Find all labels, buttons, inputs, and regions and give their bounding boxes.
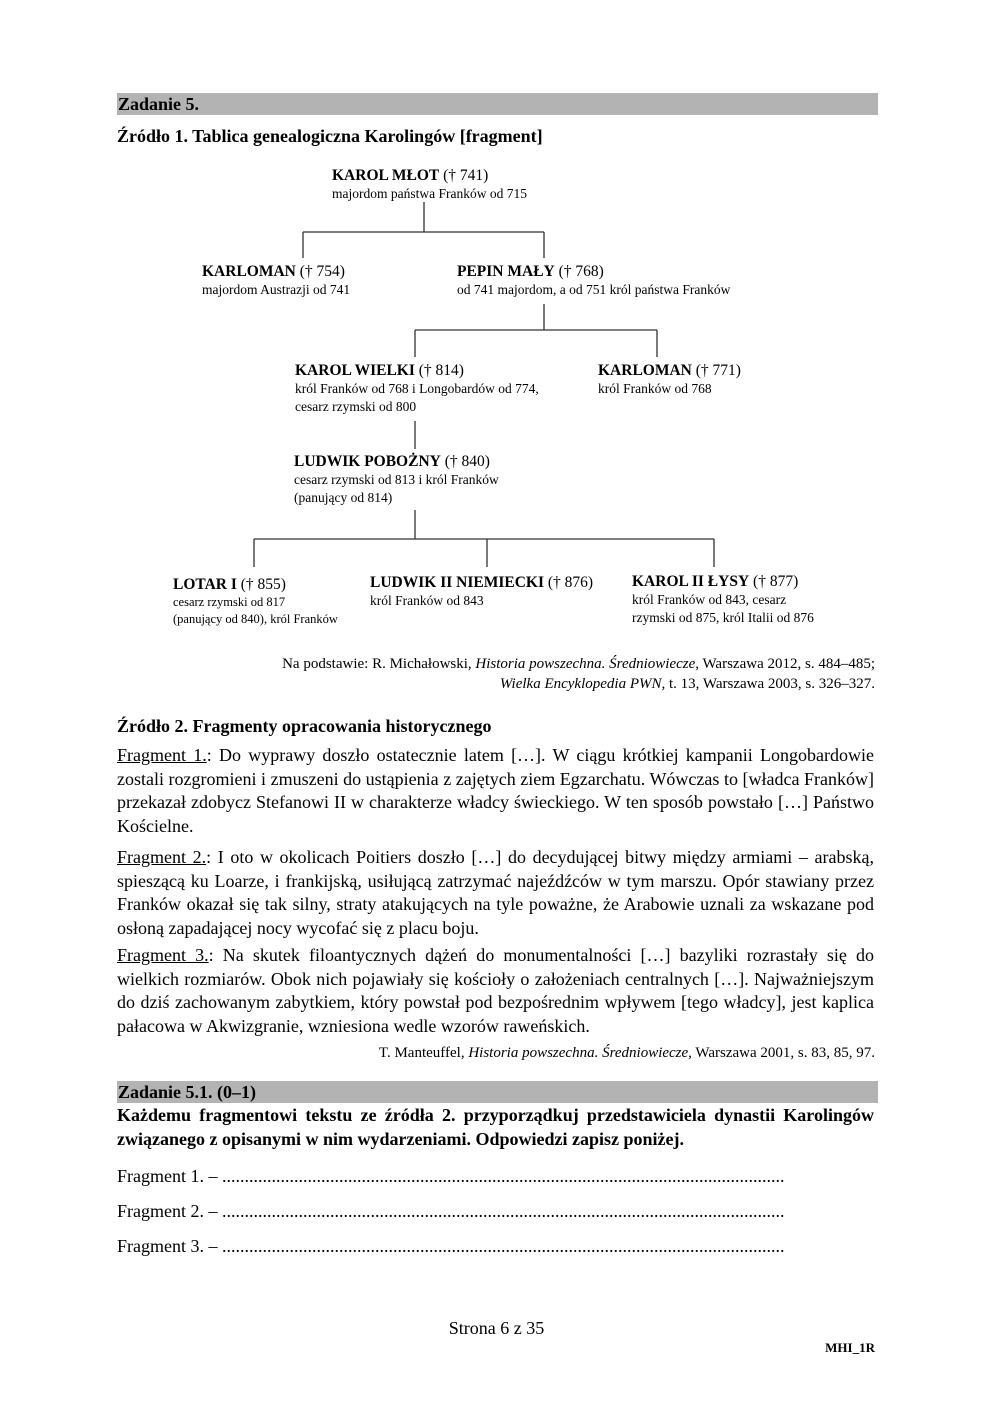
source1-reference: Na podstawie: R. Michałowski, Historia powszechna. Średniowiecze, Warszawa 2012, s. 484–485; Wielka Encyklopedia PWN, t. 13, Warszawa 2003, s. 326–327.: [282, 656, 875, 692]
fragment-3: Fragment 3.: Na skutek filoantycznych dążeń do monumentalności […] bazyliki rozrastały się do wielkich rozmiarów. Obok nich pojawiały się kościoły o założeniach centralnych […]. Najważniejszym do dziś zachowanym zabytkiem, który powstał pod bezpośrednim wpływem [tego władcy], jest kaplica pałacowa w Akwizgranie, wzniesiona wedle wzorów raweńskich.: [117, 945, 874, 1036]
node-pepin-maly: PEPIN MAŁY († 768) od 741 majordom, a od 751 król państwa Franków: [457, 263, 731, 297]
answer-line-3[interactable]: Fragment 3. – .............................................................................................................................: [117, 1236, 785, 1256]
source1-title: Źródło 1. Tablica genealogiczna Karolingów [fragment]: [117, 126, 543, 146]
answer-line-1[interactable]: Fragment 1. – .............................................................................................................................: [117, 1166, 785, 1186]
fragment-2: Fragment 2.: I oto w okolicach Poitiers doszło […] do decydującej bitwy między armiami – arabską, spieszącą ku Loarze, i frankijską, usiłującą zatrzymać najeźdźców w tym marszu. Opór stawiany przez Franków okazał się tak silny, straty atakujących na tyle poważne, że Arabowie uznali za wskazane pod osłoną zapadającej nocy wycofać się z placu boju.: [117, 847, 874, 938]
node-karol-wielki: KAROL WIELKI († 814) król Franków od 768 i Longobardów od 774, cesarz rzymski od 800: [295, 362, 539, 414]
task-header: Zadanie 5.: [117, 93, 878, 115]
page-number: Strona 6 z 35: [448, 1318, 545, 1338]
node-karol-ii-lysy: KAROL II ŁYSY († 877) król Franków od 843, cesarz rzymski od 875, król Italii od 876: [632, 573, 814, 625]
source2-reference: T. Manteuffel, Historia powszechna. Średniowiecze, Warszawa 2001, s. 83, 85, 97.: [378, 1045, 875, 1061]
node-karloman-771: KARLOMAN († 771) król Franków od 768: [598, 362, 741, 396]
subtask-header: Zadanie 5.1. (0–1): [117, 1081, 878, 1103]
answer-line-2[interactable]: Fragment 2. – .............................................................................................................................: [117, 1201, 785, 1221]
node-karol-mlot: KAROL MŁOT († 741) majordom państwa Franków od 715: [332, 167, 527, 201]
source2-title: Źródło 2. Fragmenty opracowania historycznego: [117, 716, 492, 736]
node-karloman-754: KARLOMAN († 754) majordom Austrazji od 741: [202, 263, 351, 297]
node-ludwik-pobozny: LUDWIK POBOŻNY († 840) cesarz rzymski od 813 i król Franków (panujący od 814): [294, 453, 499, 505]
fragment-1: Fragment 1.: Do wyprawy doszło ostatecznie latem […]. W ciągu krótkiej kampanii Longobardowie zostali rozgromieni i zmuszeni do ustąpienia z zajętych ziem Egzarchatu. Wówczas to [władca Franków] przekazał zdobycz Stefanowi II w charakterze władcy świeckiego. W ten sposób powstało […] Państwo Kościelne.: [117, 745, 874, 836]
subtask-instruction: Każdemu fragmentowi tekstu ze źródła 2. przyporządkuj przedstawiciela dynastii Karolingów związanego z opisanymi w nim wydarzeniami. Odpowiedzi zapisz poniżej.: [117, 1105, 874, 1149]
exam-code: MHI_1R: [825, 1340, 875, 1355]
node-ludwik-ii-niemiecki: LUDWIK II NIEMIECKI († 876) król Franków od 843: [370, 574, 594, 608]
node-lotar-i: LOTAR I († 855) cesarz rzymski od 817 (panujący od 840), król Franków: [173, 576, 338, 626]
